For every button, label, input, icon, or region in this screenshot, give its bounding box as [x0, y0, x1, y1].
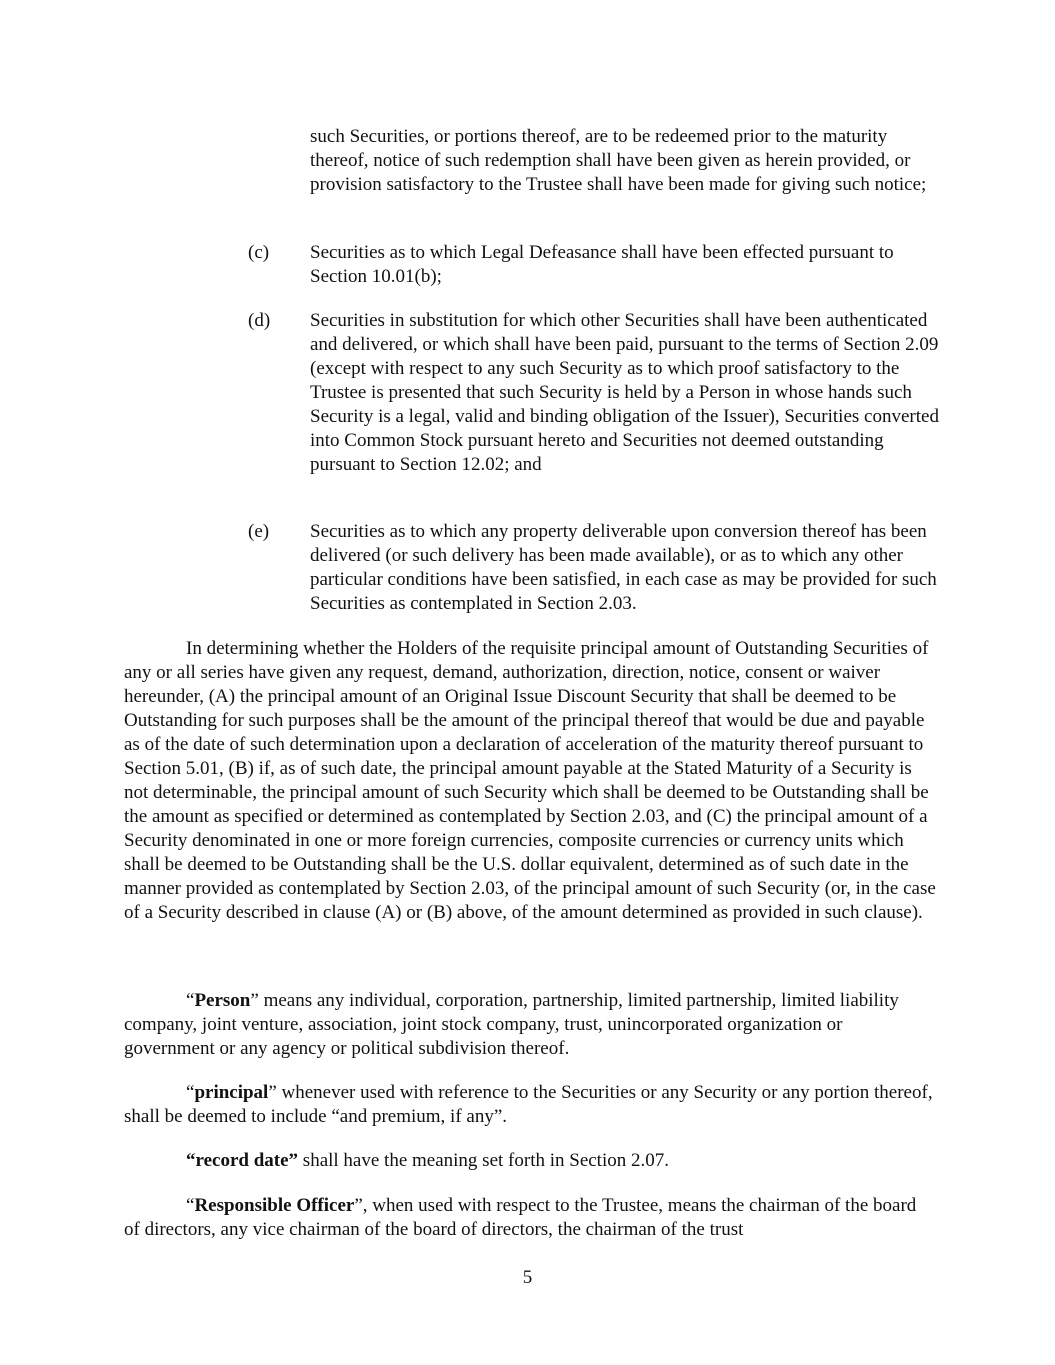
definition-responsible-officer: “Responsible Officer”, when used with respect to the Trustee, means the chairman of the board of directors, any vice chairman of the board of directors, the chairman of the trust	[124, 1195, 917, 1240]
list-item-e	[248, 520, 948, 616]
definition-record-date: “record date” shall have the meaning set forth in Section 2.07.	[186, 1150, 669, 1171]
continuation-paragraph: such Securities, or portions thereof, are to be redeemed prior to the maturity thereof, notice of such redemption shall have been given as herein provided, or provision satisfactory to the Trustee shall have been made for giving such notice;	[310, 126, 927, 195]
list-item-text: Securities as to which any property deliverable upon conversion thereof has been delivered (or such delivery has been made available), or as to which any other particular conditions have been satisfied, in each case as may be provided for such Securities as contemplated in Section 2.03.	[310, 521, 937, 614]
page-number: 5	[522, 1267, 533, 1288]
list-item-text: Securities in substitution for which other Securities shall have been authenticated and delivered, or which shall have been paid, pursuant to the terms of Section 2.09 (except with respect to any such Security as to which proof satisfactory to the Trustee is presented that such Security is held by a Person in whose hands such Security is a legal, valid and binding obligation of the Issuer), Securities converted into Common Stock pursuant hereto and Securities not deemed outstanding pursuant to Section 12.02; and	[310, 310, 939, 475]
defined-term: Person	[194, 990, 251, 1011]
defined-term: “record date”	[186, 1150, 299, 1171]
list-item-d	[248, 309, 948, 477]
determining-paragraph: In determining whether the Holders of the requisite principal amount of Outstanding Securities of any or all series have given any request, demand, authorization, direction, notice, consent or waiver hereunder, (A) the principal amount of an Original Issue Discount Security that shall be deemed to be Outstanding for such purposes shall be the amount of the principal thereof that would be due and payable as of the date of such determination upon a declaration of acceleration of the maturity thereof pursuant to Section 5.01, (B) if, as of such date, the principal amount payable at the Stated Maturity of a Security is not determinable, the principal amount of such Security which shall be deemed to be Outstanding shall be the amount as specified or determined as contemplated by Section 2.03, and (C) the principal amount of a Security denominated in one or more foreign currencies, composite currencies or currency units which shall be deemed to be Outstanding shall be the U.S. dollar equivalent, determined as of such date in the manner provided as contemplated by Section 2.03, of the principal amount of such Security (or, in the case of a Security described in clause (A) or (B) above, of the amount determined as provided in such clause).	[124, 638, 936, 923]
list-item-text: Securities as to which Legal Defeasance shall have been effected pursuant to Section 10.01(b);	[310, 242, 894, 287]
defined-term: principal	[194, 1082, 269, 1103]
defined-term: Responsible Officer	[194, 1195, 355, 1216]
list-marker: (e)	[248, 521, 270, 542]
list-marker: (d)	[248, 310, 271, 331]
definition-principal: “principal” whenever used with reference to the Securities or any Security or any portion thereof, shall be deemed to include “and premium, if any”.	[124, 1082, 933, 1127]
list-marker: (c)	[248, 242, 270, 263]
list-item-c	[248, 241, 948, 289]
definition-person: “Person” means any individual, corporation, partnership, limited partnership, limited liability company, joint venture, association, joint stock company, trust, unincorporated organization or government or any agency or political subdivision thereof.	[124, 990, 899, 1059]
